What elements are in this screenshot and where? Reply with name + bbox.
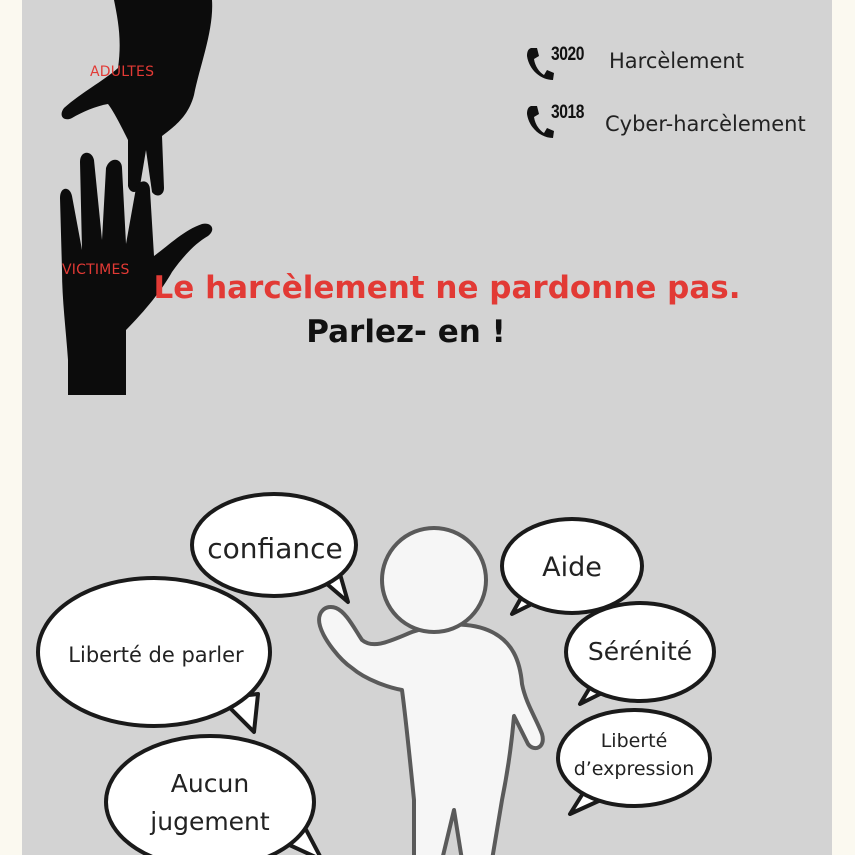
- hotline-number: 3020: [551, 44, 585, 65]
- bubble-text-liberte-parler: Liberté de parler: [68, 643, 244, 667]
- hotline-label: Harcèlement: [609, 49, 744, 73]
- bubble-text-jugement: jugement: [150, 807, 270, 836]
- bubble-text-expression: d’expression: [573, 758, 695, 780]
- bubble-text-aide: Aide: [542, 552, 602, 583]
- hotline-number: 3018: [551, 102, 585, 123]
- bubble-text-aucun: Aucun: [170, 769, 250, 798]
- headline-main: Le harcèlement ne pardonne pas.: [153, 270, 741, 306]
- bubble-text-confiance: confiance: [207, 532, 343, 565]
- poster: [22, 0, 832, 855]
- bubble-text-liberte: Liberté: [600, 730, 668, 752]
- bubble-text-serenite: Sérénité: [587, 637, 693, 666]
- headline-sub: Parlez- en !: [306, 314, 506, 350]
- adults-label: ADULTES: [90, 64, 155, 80]
- victims-label: VICTIMES: [62, 262, 130, 278]
- hotline-label: Cyber-harcèlement: [605, 112, 806, 136]
